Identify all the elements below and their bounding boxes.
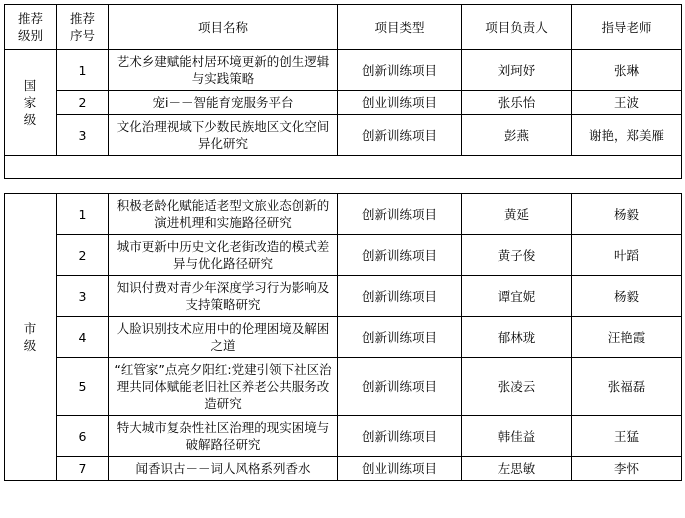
cell-project-type: 创新训练项目 [338,416,462,457]
cell-project-name: 知识付费对青少年深度学习行为影响及支持策略研究 [109,276,338,317]
header-project-leader: 项目负责人 [462,5,572,50]
cell-seq: 2 [57,235,109,276]
cell-advisor: 王波 [572,91,682,115]
table-row [5,91,682,115]
header-level-line2: 级别 [17,28,43,43]
level-char: 级 [23,112,38,127]
cell-project-leader: 黄子俊 [462,235,572,276]
cell-project-type: 创新训练项目 [338,115,462,156]
cell-project-type: 创业训练项目 [338,457,462,481]
group-level-national [5,50,57,156]
cell-project-leader: 张凌云 [462,358,572,416]
level-char: 市 [23,321,38,336]
header-advisor: 指导老师 [572,5,682,50]
header-level-line1: 推荐 [17,11,43,26]
level-char: 国 [23,78,38,93]
cell-advisor: 汪艳霞 [572,317,682,358]
cell-seq: 7 [57,457,109,481]
cell-advisor: 张琳 [572,50,682,91]
header-seq [57,5,109,50]
table-row [5,358,682,416]
cell-project-leader: 郁林珑 [462,317,572,358]
cell-project-leader: 黄延 [462,194,572,235]
cell-seq: 1 [57,50,109,91]
cell-project-type: 创业训练项目 [338,91,462,115]
cell-project-leader: 张乐怡 [462,91,572,115]
cell-project-leader: 彭燕 [462,115,572,156]
cell-project-leader: 谭宜妮 [462,276,572,317]
cell-advisor: 杨毅 [572,276,682,317]
cell-project-name: 城市更新中历史文化老街改造的模式差异与优化路径研究 [109,235,338,276]
level-char: 级 [23,338,38,353]
header-level [5,5,57,50]
header-seq-line1: 推荐 [69,11,95,26]
spacer-cell [5,156,682,179]
cell-project-type: 创新训练项目 [338,276,462,317]
table-row [5,416,682,457]
header-project-type: 项目类型 [338,5,462,50]
cell-project-name: 宠ⅰ－－智能育宠服务平台 [109,91,338,115]
cell-project-name: 闻香识古－－词人风格系列香水 [109,457,338,481]
table-row [5,194,682,235]
cell-project-leader: 刘珂妤 [462,50,572,91]
table-spacer-row [5,156,682,179]
table-row [5,115,682,156]
cell-project-type: 创新训练项目 [338,194,462,235]
cell-project-type: 创新训练项目 [338,50,462,91]
table-row [5,276,682,317]
table-row [5,457,682,481]
cell-advisor: 杨毅 [572,194,682,235]
cell-project-name: 艺术乡建赋能村居环境更新的创生逻辑与实践策略 [109,50,338,91]
table-header-row [5,5,682,50]
projects-table-national [4,4,682,179]
cell-advisor: 李怀 [572,457,682,481]
cell-project-type: 创新训练项目 [338,317,462,358]
cell-seq: 4 [57,317,109,358]
cell-advisor: 谢艳，郑美雁 [572,115,682,156]
cell-project-name: 文化治理视域下少数民族地区文化空间异化研究 [109,115,338,156]
header-seq-line2: 序号 [69,28,95,43]
cell-project-name: “红管家”点亮夕阳红:党建引领下社区治理共同体赋能老旧社区养老公共服务改造研究 [109,358,338,416]
table-row [5,235,682,276]
cell-seq: 3 [57,276,109,317]
cell-project-leader: 韩佳益 [462,416,572,457]
level-char: 家 [23,95,38,110]
table-row [5,317,682,358]
cell-advisor: 张福磊 [572,358,682,416]
cell-advisor: 王猛 [572,416,682,457]
group-level-municipal [5,194,57,481]
cell-seq: 2 [57,91,109,115]
cell-seq: 1 [57,194,109,235]
table-gap [4,179,681,193]
cell-project-name: 特大城市复杂性社区治理的现实困境与破解路径研究 [109,416,338,457]
header-project-name: 项目名称 [109,5,338,50]
cell-seq: 5 [57,358,109,416]
cell-seq: 3 [57,115,109,156]
cell-project-name: 人脸识别技术应用中的伦理困境及解困之道 [109,317,338,358]
table-row [5,50,682,91]
cell-project-type: 创新训练项目 [338,235,462,276]
cell-advisor: 叶蹈 [572,235,682,276]
projects-table-municipal [4,193,682,481]
cell-project-type: 创新训练项目 [338,358,462,416]
cell-seq: 6 [57,416,109,457]
cell-project-name: 积极老龄化赋能适老型文旅业态创新的演进机理和实施路径研究 [109,194,338,235]
cell-project-leader: 左思敏 [462,457,572,481]
